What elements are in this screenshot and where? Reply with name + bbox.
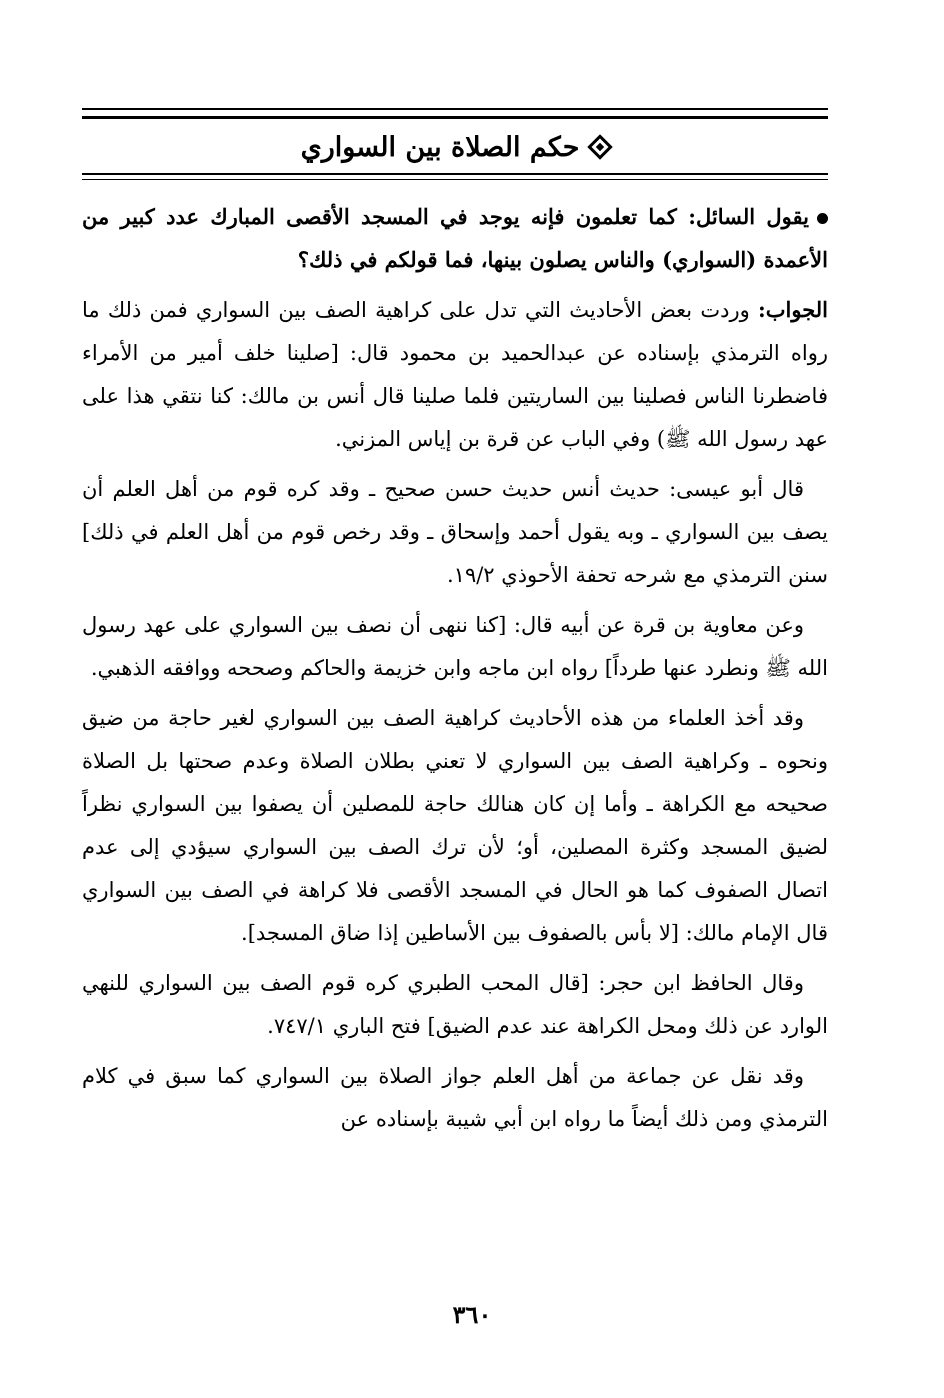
header-rule-top (82, 108, 828, 110)
paragraph-5: وقد نقل عن جماعة من أهل العلم جواز الصلاة بين السواري كما سبق في كلام الترمذي ومن ذلك أيضاً ما رواه ابن أبي شيبة بإسناده عن (82, 1064, 828, 1131)
answer-text: وردت بعض الأحاديث التي تدل على كراهية الصف بين السواري فمن ذلك ما رواه الترمذي بإسناده عن عبدالحميد بن محمود قال: [صلينا خلف أمير من الأمراء فاضطرنا الناس فصلينا بين الساريتين فلما صلينا قال أنس بن مالك: كنا نتقي هذا على عهد رسول الله ﷺ) وفي الباب عن قرة بن إياس المزني. (82, 298, 828, 451)
header-rule-bottom (82, 179, 828, 180)
paragraph-1: قال أبو عيسى: حديث أنس حديث حسن صحيح ـ وقد كره قوم من أهل العلم أن يصف بين السواري ـ وبه يقول أحمد وإسحاق ـ وقد رخص قوم من أهل العلم في ذلك] سنن الترمذي مع شرحه تحفة الأحوذي ١٩/٢. (82, 477, 828, 587)
paragraph-4: وقال الحافظ ابن حجر: [قال المحب الطبري كره قوم الصف بين السواري للنهي الوارد عن ذلك ومحل الكراهة عند عدم الضيق] فتح الباري ٧٤٧/١. (82, 971, 828, 1038)
bullet-icon (817, 213, 828, 224)
header-rule-top-thick (82, 116, 828, 119)
section-heading-text: حكم الصلاة بين السواري (300, 131, 580, 163)
answer-paragraph (82, 288, 828, 461)
page-body (82, 195, 828, 1148)
answer-label: الجواب: (757, 297, 828, 322)
paragraph-2: وعن معاوية بن قرة عن أبيه قال: [كنا ننهى أن نصف بين السواري على عهد رسول الله ﷺ ونطرد عنها طرداً] رواه ابن ماجه وابن خزيمة والحاكم وصححه ووافقه الذهبي. (82, 613, 828, 680)
paragraph-3: وقد أخذ العلماء من هذه الأحاديث كراهية الصف بين السواري لغير حاجة من ضيق ونحوه ـ وكراهية الصف بين السواري لا تعني بطلان الصلاة وعدم صحتها بل الصلاة صحيحه مع الكراهة ـ وأما إن كان هنالك حاجة للمصلين أن يصفوا بين السواري نظراً لضيق المسجد وكثرة المصلين، أو؛ لأن ترك الصف بين السواري سيؤدي إلى عدم اتصال الصفوف كما هو الحال في المسجد الأقصى فلا كراهة في الصف بين السواري قال الإمام مالك: [لا بأس بالصفوف بين الأساطين إذا ضاق المسجد]. (82, 706, 828, 945)
question-text: كما تعلمون فإنه يوجد في المسجد الأقصى المبارك عدد كبير من الأعمدة (السواري) والناس يصلون بينها، فما قولكم في ذلك؟ (82, 204, 828, 272)
question-asker: يقول السائل: (688, 204, 809, 229)
question-paragraph (82, 195, 828, 281)
header-rule-bottom-thick (82, 173, 828, 175)
page-number: ٣٦٠ (452, 1300, 492, 1329)
section-heading (82, 122, 828, 172)
diamond-icon (588, 134, 613, 159)
